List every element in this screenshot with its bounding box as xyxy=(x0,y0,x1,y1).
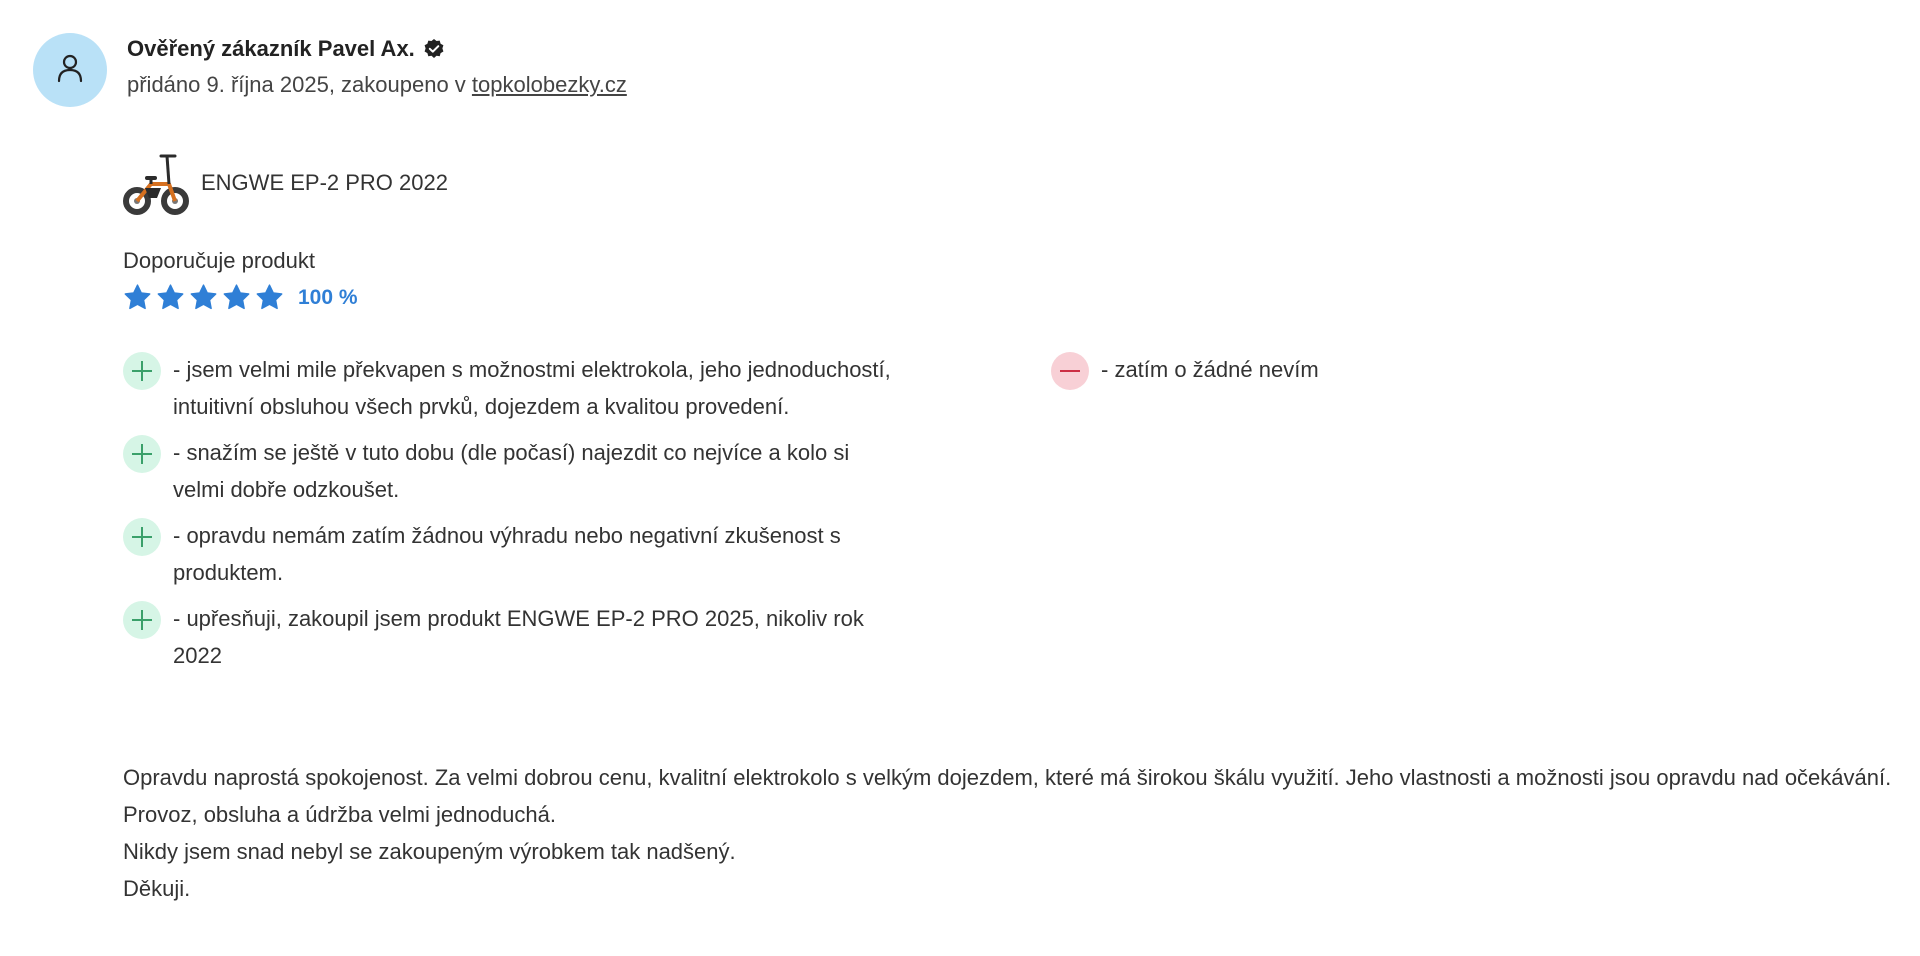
product-reference[interactable] xyxy=(123,148,448,218)
star-rating xyxy=(123,283,358,312)
verified-check-icon xyxy=(423,38,445,60)
recommendation-label: Doporučuje produkt xyxy=(123,248,316,273)
review-meta xyxy=(127,72,627,98)
user-icon xyxy=(53,51,87,90)
avatar xyxy=(33,33,107,107)
rating-percentage: 100 % xyxy=(298,285,358,309)
pros-item xyxy=(123,354,903,425)
pros-item xyxy=(123,437,903,508)
pros-item-text: - snažím se ještě v tuto dobu (dle počasí) najezdit co nejvíce a kolo si velmi dobře odzkoušet. xyxy=(173,440,850,502)
pros-item xyxy=(123,520,903,591)
pros-item-text: - opravdu nemám zatím žádnou výhradu nebo negativní zkušenost s produktem. xyxy=(173,523,841,585)
star-icon xyxy=(156,283,185,312)
pros-list xyxy=(123,354,903,686)
plus-icon xyxy=(123,435,161,473)
review-paragraph: Opravdu naprostá spokojenost. Za velmi dobrou cenu, kvalitní elektrokolo s velkým dojezdem, které má širokou škálu využití. Jeho vlastnosti a možnosti jsou opravdu nad očekávání. Provoz, obsluha a údržba velmi jednoduchá. xyxy=(123,765,1892,827)
minus-icon xyxy=(1051,352,1089,390)
cons-item xyxy=(1051,354,1751,390)
cons-item-text: - zatím o žádné nevím xyxy=(1101,357,1319,382)
plus-icon xyxy=(123,518,161,556)
pros-item xyxy=(123,603,903,674)
review-date-text: přidáno 9. října 2025, zakoupeno v xyxy=(127,72,472,97)
author-line xyxy=(127,36,445,62)
plus-icon xyxy=(123,601,161,639)
review-paragraph: Nikdy jsem snad nebyl se zakoupeným výrobkem tak nadšený. xyxy=(123,839,736,864)
review-paragraph: Děkuji. xyxy=(123,876,191,901)
author-name: Ověřený zákazník Pavel Ax. xyxy=(127,36,415,61)
review-text xyxy=(123,759,1893,907)
folding-ebike-image xyxy=(123,148,189,218)
star-icon xyxy=(189,283,218,312)
pros-item-text: - jsem velmi mile překvapen s možnostmi elektrokola, jeho jednoduchostí, intuitivní obsluhou všech prvků, dojezdem a kvalitou provedení. xyxy=(173,357,891,419)
plus-icon xyxy=(123,352,161,390)
cons-list xyxy=(1051,354,1751,402)
product-name[interactable]: ENGWE EP-2 PRO 2022 xyxy=(201,170,448,195)
star-icon xyxy=(222,283,251,312)
shop-link[interactable]: topkolobezky.cz xyxy=(471,72,627,97)
pros-item-text: - upřesňuji, zakoupil jsem produkt ENGWE EP-2 PRO 2025, nikoliv rok 2022 xyxy=(173,606,864,668)
star-icon xyxy=(123,283,152,312)
star-icon xyxy=(255,283,284,312)
